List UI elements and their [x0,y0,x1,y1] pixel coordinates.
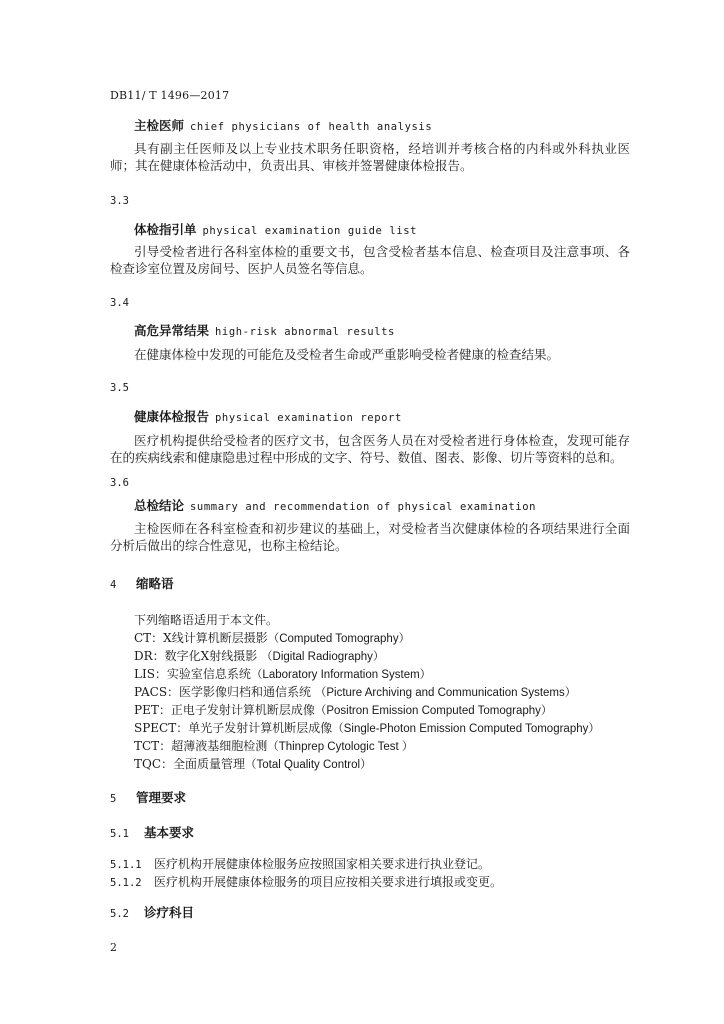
clause [110,856,490,873]
section-title: 管理要求 [136,790,187,805]
term-heading [134,222,417,239]
term-zh: 主检医师 [134,118,185,133]
page-number: 2 [110,941,117,954]
term-number: 3.6 [110,477,129,489]
section-heading [110,576,174,593]
term-definition: 引导受检者进行各科室体检的重要文书，包含受检者基本信息、检查项目及注意事项、各检查诊室位置及房间号、医护人员签名等信息。 [110,244,630,276]
subsection-number: 5.1 [110,828,129,840]
term-definition: 主检医师在各科室检查和初步建议的基础上，对受检者当次健康体检的各项结果进行全面分析后做出的综合性意见，也称主检结论。 [110,521,630,553]
abbreviation-term: PET：正电子发射计算机断层成像 [134,703,315,717]
term-zh: 体检指引单 [134,222,197,237]
clause-number: 5.1.1 [110,859,142,871]
term-zh: 健康体检报告 [134,409,210,424]
section-number: 4 [110,579,117,591]
abbreviation-term: SPECT：单光子发射计算机断层成像 [134,721,333,735]
subsection-title: 诊疗科目 [144,905,195,920]
term-heading [134,498,536,515]
term-en: physical examination report [215,412,402,424]
abbreviation-expansion: （Picture Archiving and Communication Systems） [314,687,577,699]
section-title: 缩略语 [136,576,174,591]
term-number: 3.4 [110,297,129,309]
abbreviation-expansion: （Single-Photon Emission Computed Tomography） [332,723,600,735]
term-en: chief physicians of health analysis [190,121,433,133]
term-number: 3.3 [110,195,129,207]
abbreviation-expansion: （Positron Emission Computed Tomography） [314,705,553,717]
abbreviations-intro: 下列缩略语适用于本文件。 [134,613,279,627]
abbreviation-term: TCT：超薄液基细胞检测 [134,739,268,753]
term-definition: 具有副主任医师及以上专业技术职务任职资格，经培训并考核合格的内科或外科执业医师；其在健康体检活动中，负责出具、审核并签署健康体检报告。 [110,141,630,173]
abbreviation-item [134,756,372,773]
subsection-title: 基本要求 [144,825,195,840]
term-en: high-risk abnormal results [215,326,395,338]
term-en: summary and recommendation of physical examination [190,501,537,513]
clause-number: 5.1.2 [110,877,142,889]
abbreviation-item [134,720,600,737]
abbreviation-term: LIS：实验室信息系统 [134,667,251,681]
term-definition: 在健康体检中发现的可能危及受检者生命或严重影响受检者健康的检查结果。 [134,347,560,362]
abbreviation-term: PACS：医学影像归档和通信系统 [134,685,315,699]
term-zh: 高危异常结果 [134,323,210,338]
abbreviation-item [134,630,410,647]
abbreviation-item [134,684,576,701]
abbreviation-term: TQC：全面质量管理 [134,757,246,771]
abbreviation-term: CT：X线计算机断层摄影 [134,631,268,645]
subsection-heading [110,905,194,922]
abbreviation-item [134,648,384,665]
term-heading [134,409,402,426]
abbreviation-expansion: （Computed Tomography） [267,633,411,645]
term-heading [134,118,432,135]
clause-text: 医疗机构开展健康体检服务应按照国家相关要求进行执业登记。 [154,857,491,871]
document-code: DB11/ T 1496—2017 [110,89,230,102]
abbreviation-expansion: （Digital Radiography） [261,651,385,663]
subsection-heading [110,825,194,842]
clause [110,874,502,891]
abbreviation-expansion: （Total Quality Control） [245,759,372,771]
term-definition: 医疗机构提供给受检者的医疗文书，包含医务人员在对受检者进行身体检查，发现可能存在的疾病线索和健康隐患过程中形成的文字、符号、数值、图表、影像、切片等资料的总和。 [110,433,630,465]
section-heading [110,790,186,807]
term-number: 3.5 [110,382,129,394]
abbreviation-item [134,738,413,755]
term-en: physical examination guide list [202,225,418,237]
subsection-number: 5.2 [110,908,129,920]
section-number: 5 [110,793,117,805]
abbreviation-term: DR：数字化X射线摄影 [134,649,262,663]
term-zh: 总检结论 [134,498,185,513]
abbreviation-expansion: （Thinprep Cytologic Test ） [267,741,414,753]
abbreviation-item [134,702,552,719]
abbreviation-expansion: （Laboratory Information System） [250,669,432,681]
term-heading [134,323,395,340]
clause-text: 医疗机构开展健康体检服务的项目应按相关要求进行填报或变更。 [154,875,503,889]
abbreviation-item [134,666,431,683]
